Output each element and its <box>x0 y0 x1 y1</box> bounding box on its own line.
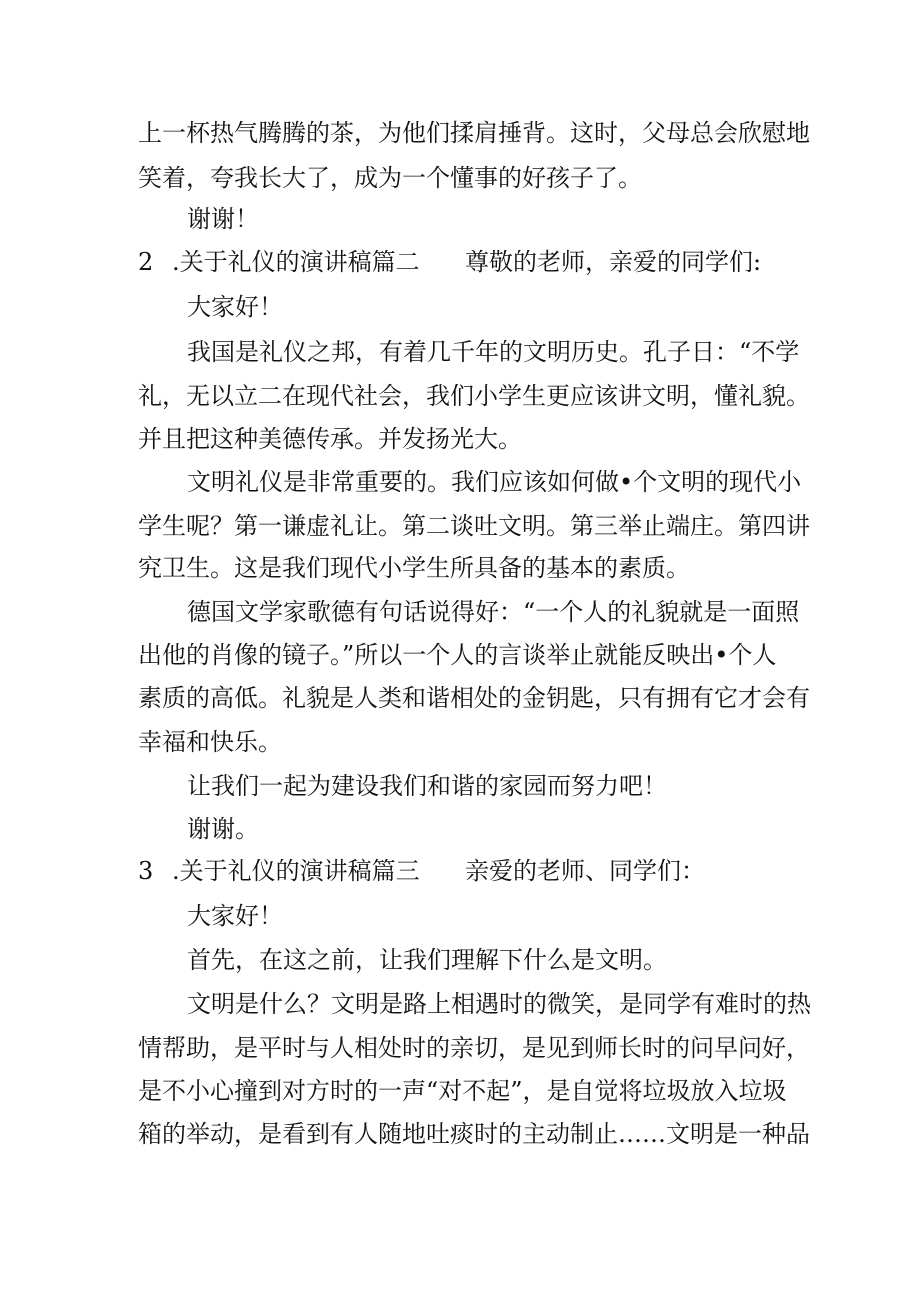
paragraph-line: 大家好！ <box>187 902 283 930</box>
paragraph-line: 首先，在这之前，让我们理解下什么是文明。 <box>187 946 667 974</box>
section-number: 3 <box>138 857 154 885</box>
paragraph-line: 出他的肖像的镜子。”所以一个人的言谈举止就能反映出•个人 <box>138 641 777 669</box>
paragraph-line: 大家好！ <box>187 293 283 321</box>
paragraph-line: 德国文学家歌德有句话说得好：“一个人的礼貌就是一面照 <box>187 598 800 626</box>
paragraph-line: 并且把这种美德传承。并发扬光大。 <box>138 425 522 453</box>
paragraph-line: 让我们一起为建设我们和谐的家园而努力吧！ <box>187 772 667 800</box>
section-title: .关于礼仪的演讲稿篇三 <box>172 857 420 885</box>
paragraph-line: 箱的举动，是看到有人随地吐痰时的主动制止……文明是一种品 <box>138 1120 810 1148</box>
paragraph-line: 幸福和快乐。 <box>138 728 282 756</box>
paragraph-line: 我国是礼仪之邦，有着几千年的文明历史。孔子日：“不学 <box>187 338 800 366</box>
paragraph-line: 情帮助，是平时与人相处时的亲切，是见到师长时的问早问好， <box>138 1034 810 1062</box>
paragraph-line: 究卫生。这是我们现代小学生所具备的基本的素质。 <box>138 554 690 582</box>
paragraph-line: 谢谢！ <box>187 205 259 233</box>
section-greeting: 亲爱的老师、同学们： <box>465 857 705 885</box>
paragraph-line: 素质的高低。礼貌是人类和谐相处的金钥匙，只有拥有它才会有 <box>138 684 810 712</box>
paragraph-line: 笑着，夸我长大了，成为一个懂事的好孩子了。 <box>138 164 642 192</box>
paragraph-line: 上一杯热气腾腾的茶，为他们揉肩捶背。这时，父母总会欣慰地 <box>138 119 810 147</box>
section-title: .关于礼仪的演讲稿篇二 <box>172 248 420 276</box>
section-greeting: 尊敬的老师，亲爱的同学们: <box>465 248 762 276</box>
paragraph-line: 礼，无以立二在现代社会，我们小学生更应该讲文明，懂礼貌。 <box>138 382 810 410</box>
paragraph-line: 谢谢。 <box>187 815 259 843</box>
section-number: 2 <box>138 248 154 276</box>
paragraph-line: 是不小心撞到对方时的一声“对不起”，是自觉将垃圾放入垃圾 <box>138 1077 787 1105</box>
section-heading <box>138 247 761 277</box>
paragraph-line: 文明礼仪是非常重要的。我们应该如何做•个文明的现代小 <box>187 468 802 496</box>
paragraph-line: 学生呢？第一谦虚礼让。第二谈吐文明。第三举止端庄。第四讲 <box>138 512 810 540</box>
paragraph-line: 文明是什么？文明是路上相遇时的微笑，是同学有难时的热 <box>187 990 811 1018</box>
section-heading <box>138 856 705 886</box>
